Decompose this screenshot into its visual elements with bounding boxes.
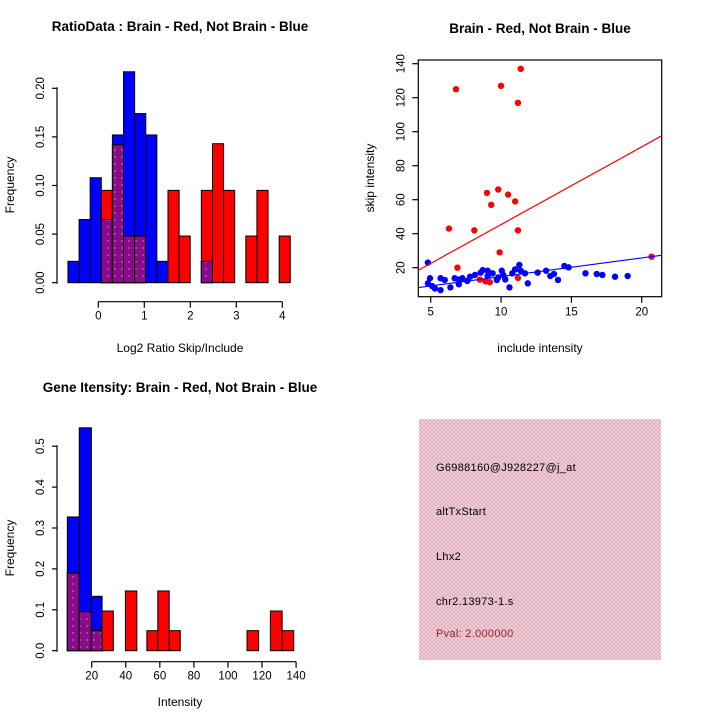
hist-bar-brain bbox=[224, 190, 235, 282]
hist-bar-brain bbox=[158, 591, 169, 651]
tick-label: 0.00 bbox=[35, 271, 47, 294]
tick-label: 20 bbox=[85, 670, 99, 683]
scatter-point-brain bbox=[496, 249, 502, 255]
brain-fit-line bbox=[418, 136, 661, 270]
ratio-histogram-plot-area bbox=[35, 72, 290, 323]
tick-label: 120 bbox=[252, 670, 272, 683]
hist-bar-brain bbox=[179, 236, 190, 283]
panel-gene-histogram bbox=[3, 380, 318, 709]
gene-histogram-plot-area bbox=[35, 428, 306, 683]
hist-bar-overlap bbox=[201, 261, 212, 282]
tick-label: 0.20 bbox=[35, 77, 47, 100]
tick-label: 80 bbox=[395, 159, 408, 173]
tick-label: 0.2 bbox=[35, 560, 47, 577]
tick-label: 3 bbox=[233, 310, 240, 323]
scatter-point-not_brain bbox=[442, 277, 448, 283]
hist-bar-overlap bbox=[124, 236, 135, 283]
hist-bar-brain bbox=[125, 591, 136, 651]
tick-label: 60 bbox=[153, 670, 167, 683]
ratio-histogram-ylabel: Frequency bbox=[3, 156, 17, 214]
scatter-point-brain bbox=[515, 227, 521, 233]
hist-bar-not-brain bbox=[90, 178, 101, 283]
panel-ratio-histogram bbox=[3, 19, 309, 355]
scatter-point-not_brain bbox=[502, 276, 508, 282]
pval-text: Pval: 2.000000 bbox=[436, 628, 514, 640]
hist-bar-overlap bbox=[101, 220, 112, 283]
tick-label: 20 bbox=[395, 261, 408, 275]
tick-label: 10 bbox=[494, 306, 508, 319]
scatter-point-not_brain bbox=[624, 273, 630, 279]
scatter-point-brain bbox=[505, 191, 511, 197]
scatter-point-brain bbox=[495, 186, 501, 192]
tick-label: 140 bbox=[395, 54, 408, 74]
hist-bar-brain bbox=[282, 631, 294, 651]
hist-bar-brain bbox=[247, 631, 259, 651]
tick-label: 40 bbox=[395, 227, 408, 241]
ratio-histogram-title: RatioData : Brain - Red, Not Brain - Blue bbox=[51, 19, 309, 34]
hist-bar-overlap bbox=[91, 631, 102, 651]
tick-label: 0.10 bbox=[35, 174, 47, 197]
scatter-point-brain bbox=[515, 100, 521, 106]
probe-id-text: G6988160@J928227@j_at bbox=[436, 462, 576, 474]
tick-label: 140 bbox=[286, 670, 306, 683]
scatter-point-not_brain bbox=[437, 287, 443, 293]
hist-bar-brain bbox=[168, 190, 179, 282]
hist-bar-brain bbox=[147, 631, 158, 651]
gene-histogram-ylabel: Frequency bbox=[3, 519, 17, 577]
hist-bar-overlap bbox=[67, 573, 79, 651]
hist-bar-overlap bbox=[112, 145, 123, 283]
scatter-point-not_brain bbox=[555, 277, 561, 283]
gene-histogram-xlabel: Intensity bbox=[157, 695, 203, 709]
scatter-title: Brain - Red, Not Brain - Blue bbox=[449, 21, 631, 36]
tick-label: 100 bbox=[395, 122, 408, 142]
hist-bar-brain bbox=[270, 611, 282, 651]
scatter-ylabel: skip intensity bbox=[363, 143, 377, 213]
tick-label: 0.4 bbox=[35, 479, 47, 496]
event-type-text: altTxStart bbox=[436, 506, 487, 518]
ratio-histogram-xlabel: Log2 Ratio Skip/Include bbox=[116, 341, 244, 355]
scatter-point-brain bbox=[498, 83, 504, 89]
scatter-point-brain bbox=[446, 225, 452, 231]
tick-label: 80 bbox=[187, 670, 201, 683]
scatter-point-not_brain bbox=[472, 272, 478, 278]
tick-label: 60 bbox=[395, 193, 408, 207]
scatter-point-brain bbox=[488, 202, 494, 208]
hist-bar-brain bbox=[257, 190, 268, 282]
gene-symbol-text: Lhx2 bbox=[436, 551, 462, 563]
scatter-point-not_brain bbox=[582, 270, 588, 276]
scatter-point-brain bbox=[515, 275, 521, 281]
scatter-plot-area bbox=[395, 54, 661, 319]
hist-bar-brain bbox=[212, 144, 223, 283]
gene-info-panel bbox=[419, 419, 661, 660]
scatter-point-brain bbox=[518, 66, 524, 72]
scatter-point-brain bbox=[484, 190, 490, 196]
tick-label: 2 bbox=[187, 310, 194, 323]
tick-label: 0.1 bbox=[35, 601, 47, 618]
tick-label: 100 bbox=[218, 670, 238, 683]
hist-bar-brain bbox=[246, 236, 257, 283]
scatter-point-not_brain bbox=[447, 284, 453, 290]
scatter-point-brain bbox=[471, 227, 477, 233]
tick-label: 0 bbox=[95, 310, 102, 323]
tick-label: 4 bbox=[279, 310, 286, 323]
scatter-point-brain bbox=[453, 86, 459, 92]
scatter-point-not_brain bbox=[594, 271, 600, 277]
hist-bar-not-brain bbox=[79, 220, 90, 283]
tick-label: 120 bbox=[395, 88, 408, 108]
scatter-point-not_brain bbox=[551, 271, 557, 277]
tick-label: 0.0 bbox=[35, 642, 47, 659]
hist-bar-not-brain bbox=[68, 261, 79, 282]
tick-label: 5 bbox=[427, 306, 434, 319]
plot-box bbox=[418, 60, 661, 297]
tick-label: 0.05 bbox=[35, 222, 47, 246]
tick-label: 40 bbox=[119, 670, 133, 683]
scatter-xlabel: include intensity bbox=[497, 341, 583, 355]
scatter-point-brain bbox=[487, 279, 493, 285]
tick-label: 0.15 bbox=[35, 125, 47, 149]
scatter-point-not_brain bbox=[506, 284, 512, 290]
hist-bar-overlap bbox=[135, 236, 146, 283]
hist-bar-overlap bbox=[79, 612, 91, 651]
hist-bar-brain bbox=[169, 631, 180, 651]
hist-bar-not-brain bbox=[157, 261, 168, 282]
tick-label: 15 bbox=[565, 306, 578, 319]
scatter-point-not_brain bbox=[516, 262, 522, 268]
scatter-point-not_brain bbox=[612, 274, 618, 280]
gene-histogram-title: Gene Itensity: Brain - Red, Not Brain - Blue bbox=[42, 380, 318, 395]
tick-label: 0.5 bbox=[35, 438, 47, 455]
location-text: chr2.13973-1.s bbox=[436, 596, 514, 608]
scatter-point-not_brain bbox=[489, 270, 495, 276]
tick-label: 1 bbox=[141, 310, 148, 323]
panel-intensity-scatter bbox=[363, 21, 662, 355]
scatter-point-brain bbox=[512, 198, 518, 204]
not-brain-fit-line bbox=[418, 255, 661, 287]
scatter-point-not_brain bbox=[599, 272, 605, 278]
scatter-point-brain bbox=[454, 265, 460, 271]
hist-bar-not-brain bbox=[146, 135, 157, 283]
scatter-point-not_brain bbox=[525, 280, 531, 286]
hist-bar-brain bbox=[279, 236, 290, 283]
tick-label: 0.3 bbox=[35, 520, 47, 536]
hist-bar-brain bbox=[102, 611, 113, 651]
tick-label: 20 bbox=[635, 306, 649, 319]
